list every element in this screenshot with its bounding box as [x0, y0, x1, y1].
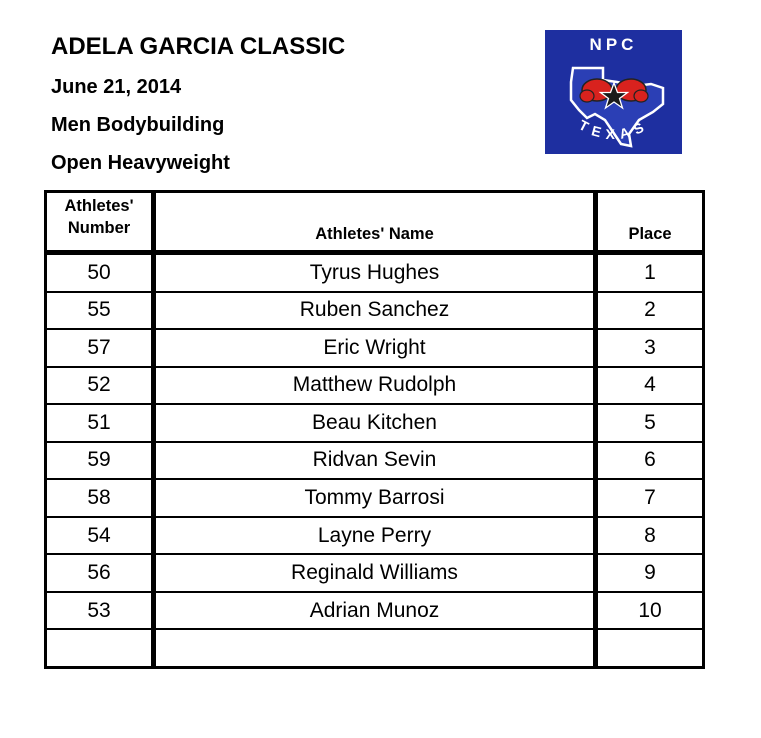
header-row [46, 192, 704, 253]
athlete-name-cell: Tommy Barrosi [154, 479, 596, 517]
place-header: Place [596, 192, 704, 253]
logo-bottom-text: TEXAS [576, 116, 652, 143]
athlete-name-cell: Reginald Williams [154, 554, 596, 592]
place-cell [596, 629, 704, 667]
table-row [46, 404, 704, 442]
athlete-number-cell: 50 [46, 253, 154, 292]
athlete-number-cell: 52 [46, 367, 154, 405]
number-header: Athletes' Number [46, 192, 154, 253]
table-row [46, 517, 704, 555]
name-header: Athletes' Name [154, 192, 596, 253]
npc-texas-logo [545, 30, 682, 154]
place-cell: 10 [596, 592, 704, 630]
athlete-number-cell: 55 [46, 292, 154, 330]
place-cell: 3 [596, 329, 704, 367]
athlete-name-cell: Adrian Munoz [154, 592, 596, 630]
place-cell: 5 [596, 404, 704, 442]
place-cell: 7 [596, 479, 704, 517]
table-row [46, 253, 704, 292]
athlete-name-cell: Ridvan Sevin [154, 442, 596, 480]
athlete-name-cell [154, 629, 596, 667]
place-cell: 1 [596, 253, 704, 292]
contest-title: ADELA GARCIA CLASSIC [51, 33, 346, 60]
table-row [46, 554, 704, 592]
athlete-number-cell [46, 629, 154, 667]
table-row [46, 479, 704, 517]
boxing-glove-right-icon [616, 79, 648, 102]
athlete-name-cell: Beau Kitchen [154, 404, 596, 442]
division-label: Men Bodybuilding [51, 114, 225, 136]
athlete-number-cell: 58 [46, 479, 154, 517]
athlete-name-cell: Tyrus Hughes [154, 253, 596, 292]
logo-top-text: NPC [589, 35, 638, 54]
place-cell: 8 [596, 517, 704, 555]
athlete-number-cell: 59 [46, 442, 154, 480]
place-cell: 4 [596, 367, 704, 405]
contest-date: June 21, 2014 [51, 76, 182, 98]
place-cell: 2 [596, 292, 704, 330]
athlete-number-cell: 56 [46, 554, 154, 592]
athlete-name-cell: Layne Perry [154, 517, 596, 555]
athlete-number-cell: 54 [46, 517, 154, 555]
table-row [46, 592, 704, 630]
athlete-name-cell: Ruben Sanchez [154, 292, 596, 330]
class-label: Open Heavyweight [51, 152, 230, 174]
table-row [46, 629, 704, 667]
athlete-name-cell: Matthew Rudolph [154, 367, 596, 405]
place-cell: 6 [596, 442, 704, 480]
table-row [46, 329, 704, 367]
athlete-name-cell: Eric Wright [154, 329, 596, 367]
results-table [44, 190, 705, 669]
table-row [46, 292, 704, 330]
athlete-number-cell: 53 [46, 592, 154, 630]
athlete-number-cell: 57 [46, 329, 154, 367]
place-cell: 9 [596, 554, 704, 592]
table-row [46, 367, 704, 405]
athlete-number-cell: 51 [46, 404, 154, 442]
table-row [46, 442, 704, 480]
